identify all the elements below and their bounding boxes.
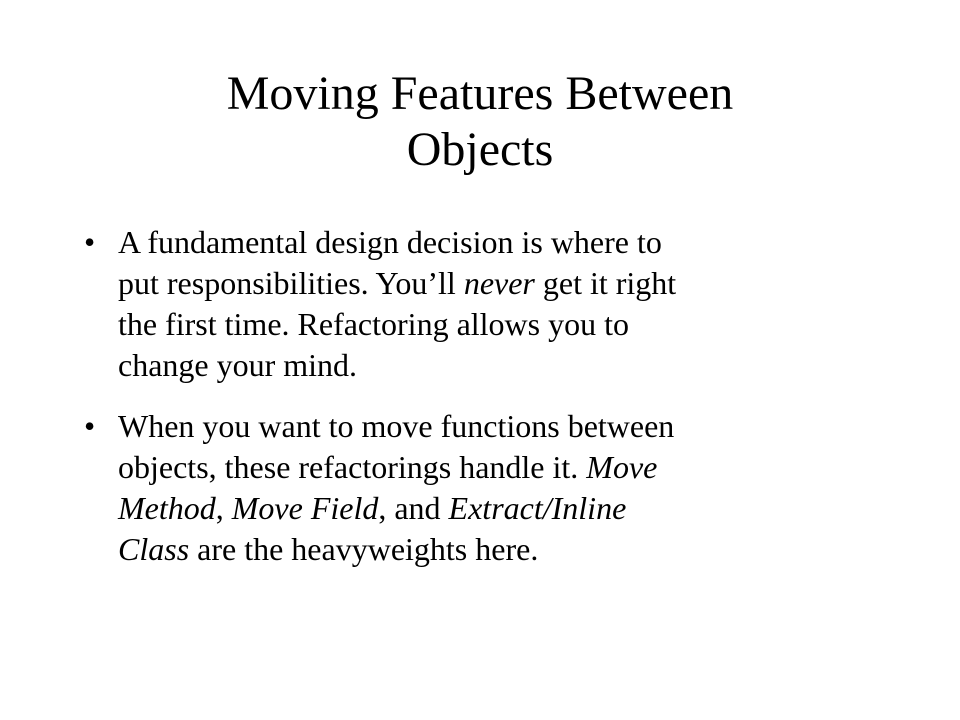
- title-line-2: Objects: [406, 123, 554, 176]
- bullet1-line4: change your mind.: [118, 347, 358, 383]
- bullet1-line2-text-c: get it right: [534, 265, 677, 301]
- bullet1-line2-text-a: put responsibilities. You’ll: [118, 265, 464, 301]
- bullet-marker: •: [84, 224, 96, 260]
- bullet1-line1: A fundamental design decision is where to: [118, 224, 662, 260]
- bullet1-line2: [118, 263, 884, 304]
- title-line-1: Moving Features Between: [226, 67, 734, 120]
- bullet1-emphasis-never: never: [463, 265, 535, 301]
- bullet2-line4: [118, 529, 884, 570]
- bullet2-emphasis-method: Method: [118, 490, 216, 526]
- bullet1-line3: the first time. Refactoring allows you to: [118, 306, 629, 342]
- slide-title: [80, 66, 880, 178]
- bullet-item-responsibilities: [84, 222, 884, 386]
- bullet2-emphasis-class: Class: [118, 531, 190, 567]
- bullet2-line3-text-d: , and: [378, 490, 449, 526]
- bullet2-emphasis-move-field: Move Field: [231, 490, 379, 526]
- bullet2-line2: [118, 447, 884, 488]
- bullet2-line1: When you want to move functions between: [118, 408, 675, 444]
- bullet-list: [84, 222, 884, 590]
- bullet2-emphasis-extract-inline: Extract/Inline: [448, 490, 627, 526]
- bullet-item-move-functions: [84, 406, 884, 570]
- bullet2-line3: [118, 488, 884, 529]
- bullet2-line3-text-b: ,: [215, 490, 232, 526]
- bullet-marker: •: [84, 408, 96, 444]
- bullet2-emphasis-move: Move: [586, 449, 658, 485]
- bullet2-line2-text-a: objects, these refactorings handle it.: [118, 449, 587, 485]
- bullet2-line4-text-b: are the heavyweights here.: [189, 531, 539, 567]
